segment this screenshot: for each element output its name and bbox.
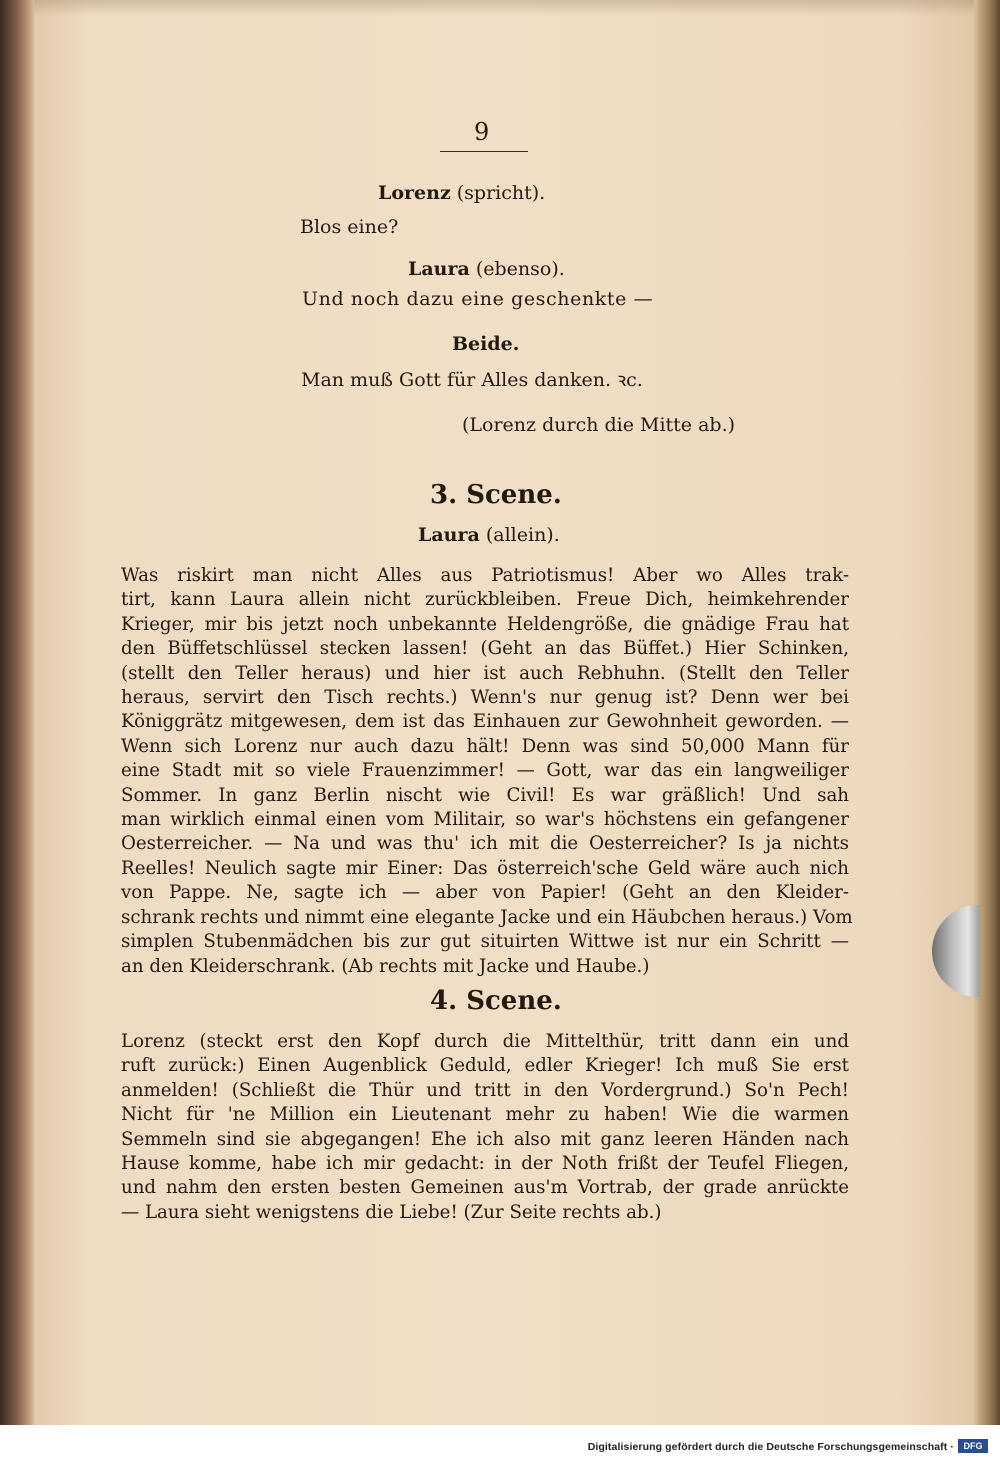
stage-direction: (spricht). — [450, 182, 546, 204]
dialogue-cue-beide: Beide. — [452, 333, 520, 355]
dialogue-cue-laura — [418, 524, 560, 546]
page-stack-edge — [974, 0, 1000, 1425]
text-line: heraus, servirt den Tisch rechts.) Wenn's nur genug ist? Denn wer bei — [121, 687, 849, 709]
text-line: man wirklich einmal einen vom Militair, so war's höchstens ein gefangener — [121, 809, 849, 831]
text-line: Königgrätz mitgewesen, dem ist das Einhauen zur Gewohnheit geworden. — — [121, 711, 849, 733]
text-line: Wenn sich Lorenz nur auch dazu hält! Denn was sind 50,000 Mann für — [121, 735, 849, 757]
scene-3-heading: 3. Scene. — [430, 480, 562, 510]
text-line: von Pappe. Ne, sagte ich — aber von Papier! (Geht an den Kleider- — [121, 882, 849, 904]
text-line: an den Kleiderschrank. (Ab rechts mit Jacke und Haube.) — [121, 955, 650, 977]
stage-direction: (allein). — [479, 524, 560, 546]
text-line: schrank rechts und nimmt eine elegante Jacke und ein Häubchen heraus.) Vom — [121, 906, 853, 928]
speaker-name: Laura — [418, 524, 480, 546]
text-line: (stellt den Teller heraus) und hier ist auch Rebhuhn. (Stellt den Teller — [121, 662, 849, 684]
text-line: anmelden! (Schließt die Thür und tritt in den Vordergrund.) So'n Pech! — [121, 1079, 849, 1101]
text-line: Semmeln sind sie abgegangen! Ehe ich also mit ganz leeren Händen nach — [121, 1128, 849, 1150]
stage-direction: (Lorenz durch die Mitte ab.) — [462, 414, 736, 436]
text-line: Hause komme, habe ich mir gedacht: in der Noth frißt der Teufel Fliegen, — [121, 1153, 849, 1175]
text-line: Reelles! Neulich sagte mir Einer: Das österreich'sche Geld wäre auch nich — [121, 857, 849, 879]
text-line: Was riskirt man nicht Alles aus Patriotismus! Aber wo Alles trak- — [121, 565, 849, 586]
speaker-name: Laura — [408, 258, 470, 280]
speaker-name: Lorenz — [378, 182, 451, 204]
dfg-logo: DFG — [958, 1439, 988, 1453]
page-number: 9 — [474, 118, 490, 146]
text-line: und nahm den ersten besten Gemeinen aus'm Vortrab, der grade anrückte — [121, 1177, 849, 1199]
text-line: — Laura sieht wenigstens die Liebe! (Zur Seite rechts ab.) — [121, 1201, 662, 1223]
text-line: eine Stadt mit so viele Frauenzimmer! — Gott, war das ein langweiliger — [121, 760, 849, 782]
lorenz-monologue — [121, 1030, 849, 1225]
dialogue-line: Blos eine? — [300, 216, 399, 238]
dialogue-line: Und noch dazu eine geschenkte — — [302, 288, 654, 310]
page-number-rule — [440, 151, 528, 152]
text-line: Sommer. In ganz Berlin nischt wie Civil! Es war gräßlich! Und sah — [121, 784, 849, 806]
text-line: den Büffetschlüssel stecken lassen! (Geht an das Büffet.) Hier Schinken, — [121, 638, 849, 660]
text-line: Krieger, mir bis jetzt noch unbekannte Heldengröße, die gnädige Frau hat — [121, 613, 849, 635]
text-line: ruft zurück:) Einen Augenblick Geduld, edler Krieger! Ich muß Sie erst — [121, 1055, 849, 1077]
text-line: tirt, kann Laura allein nicht zurückbleiben. Freue Dich, heimkehrender — [121, 589, 849, 611]
text-line: simplen Stubenmädchen bis zur gut situirten Wittwe ist nur ein Schritt — — [121, 931, 849, 953]
text-line: Lorenz (steckt erst den Kopf durch die Mittelthür, tritt dann ein und — [121, 1031, 849, 1052]
text-line: Oesterreicher. — Na und was thu' ich mit die Oesterreicher? Is ja nichts — [121, 833, 849, 855]
scene-4-heading: 4. Scene. — [430, 986, 562, 1016]
text-line: Nicht für 'ne Million ein Lieutenant mehr zu haben! Wie die warmen — [121, 1104, 849, 1126]
page-shadow — [34, 0, 974, 16]
stage-direction: (ebenso). — [469, 258, 565, 280]
dialogue-cue-laura — [408, 258, 565, 280]
laura-monologue — [121, 564, 853, 979]
book-spine-edge — [0, 0, 34, 1425]
funding-credit: Digitalisierung gefördert durch die Deutsche Forschungsgemeinschaft · — [587, 1441, 954, 1453]
dialogue-cue-lorenz — [378, 182, 545, 204]
dialogue-line: Man muß Gott für Alles danken. ꝛc. — [301, 369, 643, 391]
